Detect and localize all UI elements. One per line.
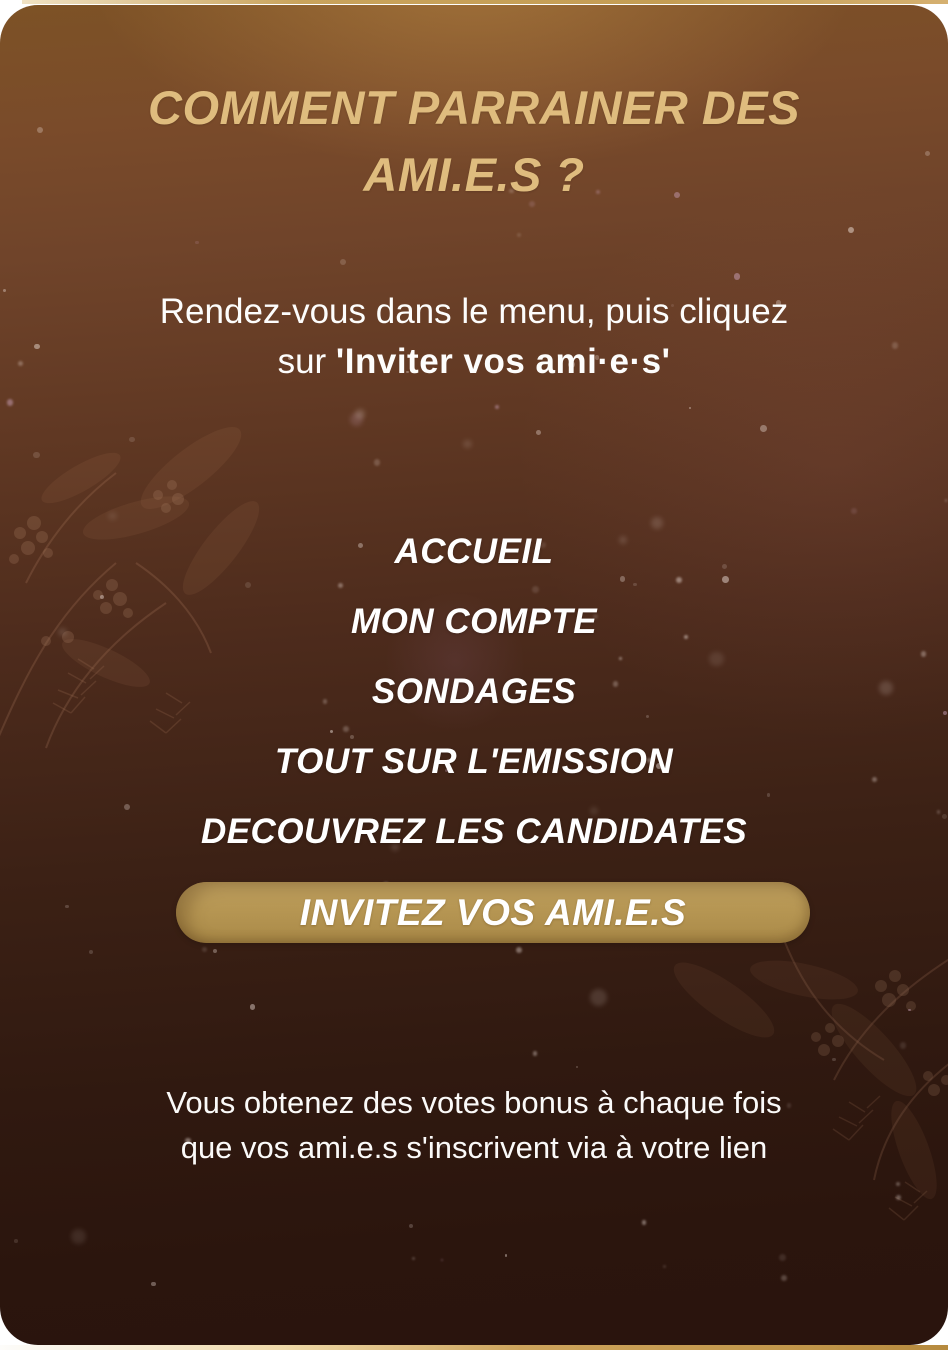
page-title: COMMENT PARRAINER DES AMI.E.S ? [148, 81, 800, 201]
instruction-line1: Rendez-vous dans le menu, puis cliquez [159, 292, 789, 331]
invite-friends-button[interactable]: INVITEZ VOS AMI.E.S [176, 882, 810, 943]
instruction-line2-prefix: sur [277, 341, 336, 381]
bonus-votes-line2: que vos ami.e.s s'inscrivent via à votre lien [180, 1129, 768, 1165]
menu-item-tout-sur-l-emission[interactable]: TOUT SUR L'EMISSION [274, 742, 674, 781]
menu-item-accueil[interactable]: ACCUEIL [394, 532, 554, 571]
next-card-edge [0, 1345, 948, 1350]
instruction-text [74, 287, 874, 386]
previous-card-edge [22, 0, 948, 4]
invite-tutorial-card [0, 5, 948, 1345]
bonus-votes-line1: Vous obtenez des votes bonus à chaque fois [166, 1085, 782, 1120]
bonus-votes-note [94, 1081, 854, 1171]
menu-item-sondages[interactable]: SONDAGES [371, 672, 577, 711]
menu-item-mon-compte[interactable]: MON COMPTE [350, 602, 598, 641]
instruction-highlight: 'Inviter vos ami·e·s' [335, 341, 671, 381]
menu-item-decouvrez-les-candidates[interactable]: DECOUVREZ LES CANDIDATES [200, 812, 748, 851]
depicted-app-menu [0, 517, 948, 867]
